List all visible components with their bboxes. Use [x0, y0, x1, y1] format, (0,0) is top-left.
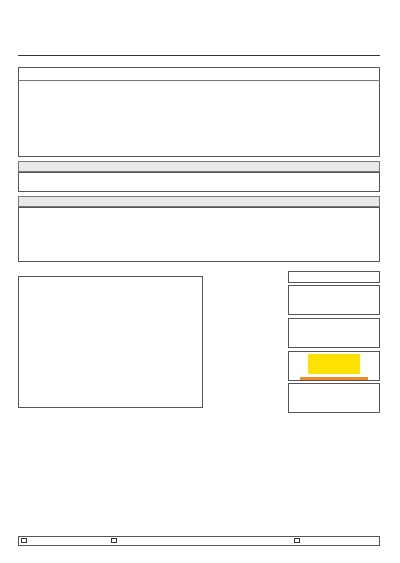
ultrasound-section-title — [18, 196, 380, 207]
age-risk-highlight — [308, 354, 360, 374]
legend-bar — [18, 536, 380, 546]
header-divider — [18, 55, 380, 56]
age-risk-underline — [300, 377, 368, 380]
risk-card-double — [288, 318, 380, 348]
risk-chart — [18, 276, 203, 408]
ultrasound-table — [18, 207, 380, 262]
legend-swatch-green — [21, 538, 27, 543]
risk-card-trisomy — [288, 383, 380, 413]
mom-section-title — [18, 161, 380, 172]
mom-table — [18, 172, 380, 192]
legend-swatch-yellow — [111, 538, 117, 543]
risks-title-box — [288, 271, 380, 283]
report-page — [10, 8, 388, 556]
legend-swatch-red — [294, 538, 300, 543]
title-divider — [18, 80, 380, 81]
risk-card-combined — [288, 285, 380, 315]
